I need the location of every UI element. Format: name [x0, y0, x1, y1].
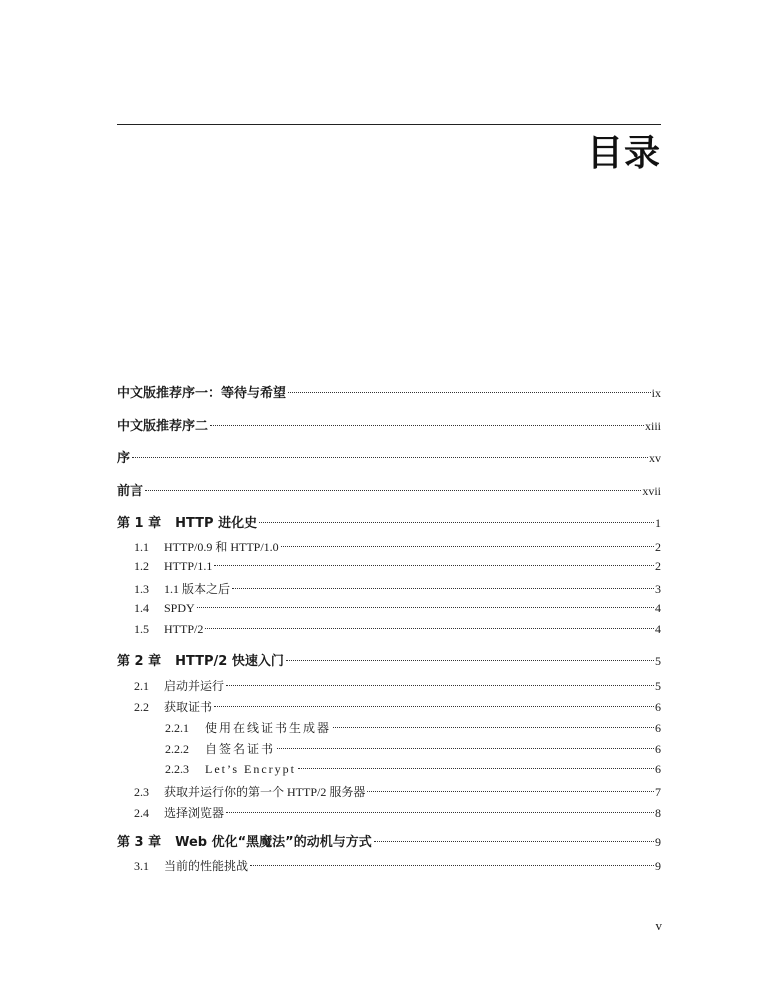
- toc-entry-number: 2.3: [134, 785, 149, 799]
- toc-entry-page: 5: [655, 679, 661, 693]
- toc-entry-page: 5: [655, 654, 661, 668]
- toc-entry-number: 2.2.2: [165, 742, 189, 756]
- toc-entry-page: 6: [655, 742, 661, 756]
- toc-entry[interactable]: [117, 650, 661, 669]
- toc-entry-page: ix: [651, 386, 661, 400]
- toc-entry-title: 自签名证书: [205, 742, 276, 756]
- toc-entry[interactable]: [117, 512, 661, 531]
- toc-entry-number: 1.1: [134, 540, 149, 554]
- dot-leader: [197, 607, 654, 608]
- toc-entry-title: HTTP 进化史: [175, 516, 258, 531]
- dot-leader: [250, 865, 654, 866]
- dot-leader: [286, 660, 654, 661]
- dot-leader: [288, 392, 651, 393]
- page-number: v: [655, 918, 662, 933]
- header-rule: [117, 124, 661, 125]
- toc-entry-page: 8: [655, 806, 661, 820]
- dot-leader: [226, 812, 654, 813]
- toc-entry-title: 获取并运行你的第一个 HTTP/2 服务器: [164, 785, 366, 799]
- toc-entry-page: 3: [655, 582, 661, 596]
- toc-entry-number: 第 2 章: [117, 654, 162, 669]
- toc-entry-page: 9: [655, 859, 661, 873]
- toc-entry[interactable]: [165, 719, 661, 736]
- toc-entry[interactable]: [117, 415, 661, 434]
- toc-entry-number: 第 1 章: [117, 516, 162, 531]
- toc-entry-number: 1.2: [134, 559, 149, 573]
- dot-leader: [232, 588, 654, 589]
- dot-leader: [333, 727, 654, 728]
- toc-entry-title: 获取证书: [164, 700, 213, 714]
- page-title: 目录: [586, 133, 661, 174]
- dot-leader: [298, 768, 654, 769]
- toc-entry[interactable]: [117, 831, 661, 850]
- toc-entry[interactable]: [117, 480, 661, 499]
- toc-entry-page: 4: [655, 622, 661, 636]
- toc-entry[interactable]: [134, 783, 661, 800]
- dot-leader: [214, 706, 654, 707]
- toc-entry-number: 2.2.3: [165, 762, 189, 776]
- toc-entry-title: 使用在线证书生成器: [205, 721, 332, 735]
- dot-leader: [259, 522, 654, 523]
- toc-entry-title: SPDY: [164, 601, 195, 615]
- dot-leader: [226, 685, 654, 686]
- toc-entry[interactable]: [134, 538, 661, 555]
- dot-leader: [145, 490, 641, 491]
- toc-entry-number: 2.4: [134, 806, 149, 820]
- toc-entry-number: 2.2: [134, 700, 149, 714]
- dot-leader: [277, 748, 654, 749]
- toc-entry-title: 中文版推荐序二: [117, 419, 209, 434]
- dot-leader: [214, 565, 654, 566]
- dot-leader: [367, 791, 654, 792]
- toc-entry-number: 1.4: [134, 601, 149, 615]
- toc-entry-page: xiii: [644, 419, 661, 433]
- toc-entry-number: 2.2.1: [165, 721, 189, 735]
- dot-leader: [205, 628, 654, 629]
- toc-entry[interactable]: [165, 740, 661, 757]
- toc-entry[interactable]: [134, 857, 661, 874]
- dot-leader: [374, 841, 654, 842]
- toc-entry[interactable]: [134, 601, 661, 616]
- toc-entry-title: Let’s Encrypt: [205, 762, 296, 776]
- dot-leader: [210, 425, 644, 426]
- toc-entry-title: 中文版推荐序一：等待与希望: [117, 386, 287, 401]
- toc-entry-title: 启动并运行: [164, 679, 225, 693]
- toc-entry-title: Web 优化“黑魔法”的动机与方式: [175, 835, 372, 850]
- toc-entry[interactable]: [134, 622, 661, 637]
- toc-entry-title: 1.1 版本之后: [164, 582, 231, 596]
- toc-entry-title: 选择浏览器: [164, 806, 225, 820]
- toc-entry-page: 6: [655, 721, 661, 735]
- toc-entry-page: 6: [655, 700, 661, 714]
- toc-entry-page: 1: [655, 516, 661, 530]
- toc-entry-number: 2.1: [134, 679, 149, 693]
- toc-entry-number: 1.5: [134, 622, 149, 636]
- toc-entry[interactable]: [165, 762, 661, 777]
- toc-entry-title: 序: [117, 451, 131, 466]
- dot-leader: [281, 546, 654, 547]
- toc-entry-page: 6: [655, 762, 661, 776]
- toc-entry-page: 7: [655, 785, 661, 799]
- toc-entry-page: 2: [655, 559, 661, 573]
- toc-entry-page: xvii: [642, 484, 661, 498]
- toc-entry[interactable]: [134, 580, 661, 597]
- toc-entry-page: 4: [655, 601, 661, 615]
- toc-entry[interactable]: [117, 447, 661, 466]
- toc-entry-title: HTTP/2 快速入门: [175, 654, 284, 669]
- toc-entry-page: xv: [649, 451, 661, 465]
- toc-entry[interactable]: [134, 698, 661, 715]
- dot-leader: [132, 457, 648, 458]
- toc-entry-number: 1.3: [134, 582, 149, 596]
- toc-entry-title: 当前的性能挑战: [164, 859, 249, 873]
- toc-entry-title: HTTP/1.1: [164, 559, 213, 573]
- toc-entry[interactable]: [117, 382, 661, 401]
- toc-entry-page: 2: [655, 540, 661, 554]
- toc-entry-title: HTTP/0.9 和 HTTP/1.0: [164, 540, 279, 554]
- toc-entry-title: 前言: [117, 484, 144, 499]
- toc-entry-number: 3.1: [134, 859, 149, 873]
- toc-entry[interactable]: [134, 677, 661, 694]
- toc-entry-number: 第 3 章: [117, 835, 162, 850]
- toc-entry[interactable]: [134, 559, 661, 574]
- toc-entry[interactable]: [134, 804, 661, 821]
- toc-entry-title: HTTP/2: [164, 622, 204, 636]
- toc-entry-page: 9: [655, 835, 661, 849]
